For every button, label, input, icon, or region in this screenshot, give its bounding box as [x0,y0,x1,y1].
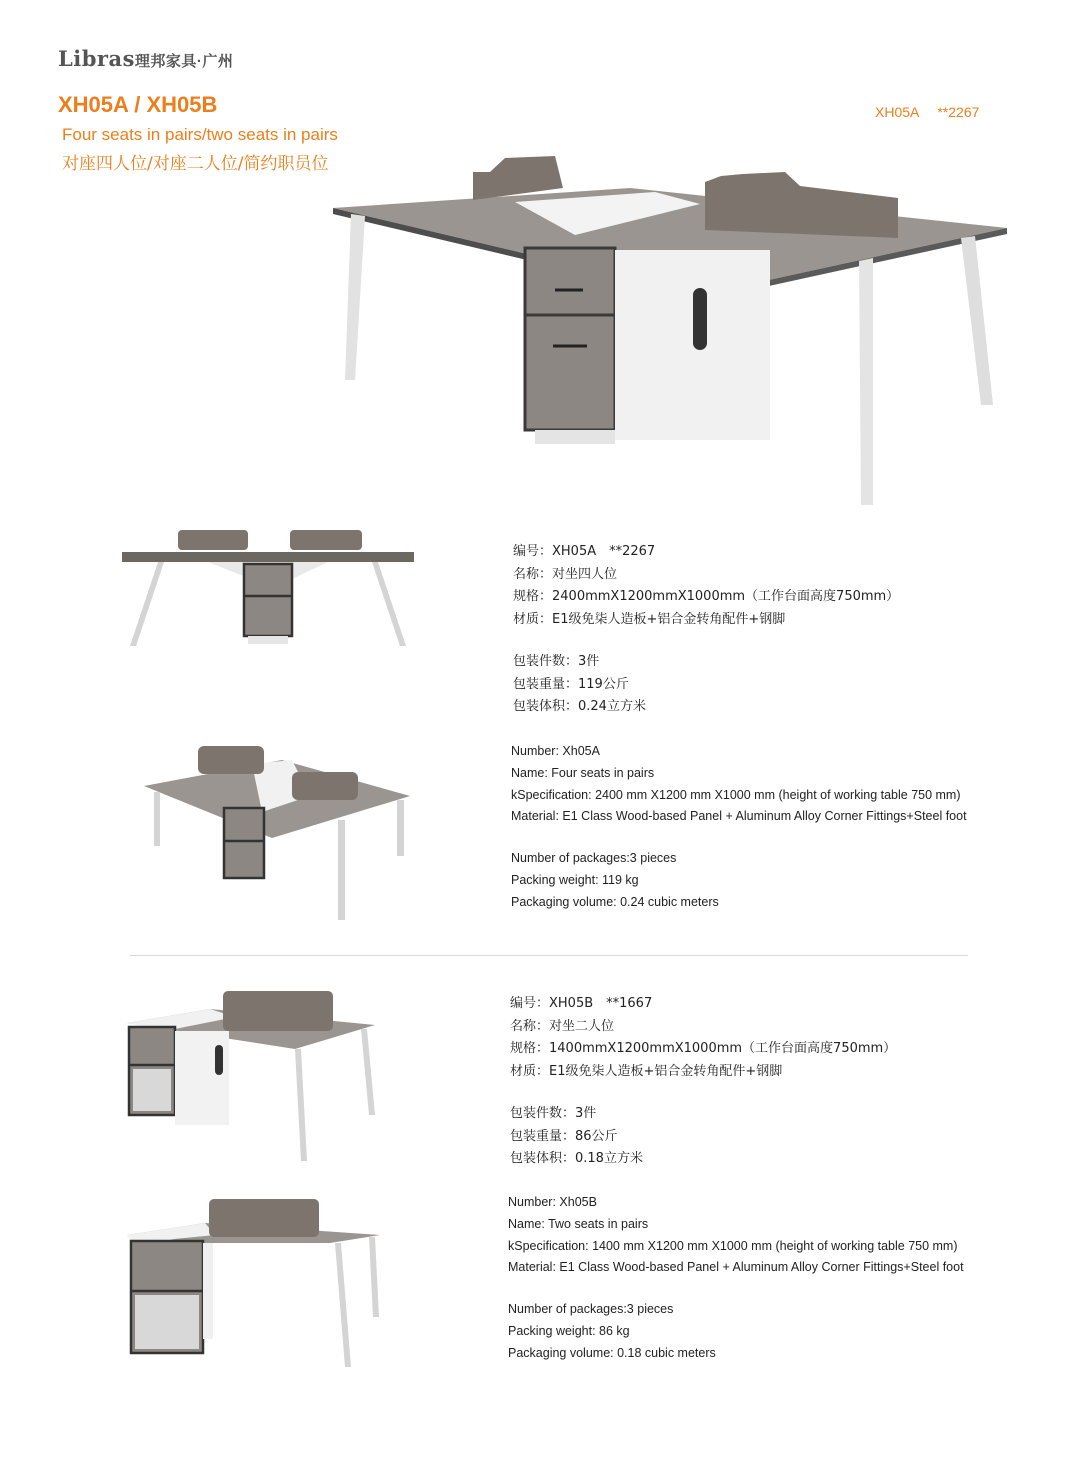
desk-b-front-image [125,985,385,1165]
product-a-spec-en: kSpecification: 2400 mm X1200 mm X1000 mm (height of working table 750 mm) [511,787,961,802]
product-a-en-specs [511,741,981,914]
product-b-name-cn: 名称：对坐二人位 [510,1018,615,1034]
product-a-material-en: Material: E1 Class Wood-based Panel + Aluminum Alloy Corner Fittings+Steel foot [511,809,967,824]
product-b-weight-cn: 包装重量：86公斤 [510,1128,618,1144]
desk-b-angle-image [125,1195,385,1370]
desk-a-front-image [118,528,418,653]
product-a-material-cn: 材质：E1级免柒人造板+铝合金转角配件+钢脚 [513,611,786,627]
product-b-volume-en: Packaging volume: 0.18 cubic meters [508,1345,716,1360]
product-b-material-cn: 材质：E1级免柒人造板+铝合金转角配件+钢脚 [510,1063,783,1079]
product-b-packages-cn: 包装件数：3件 [510,1106,597,1121]
hero-price: **2267 [937,104,980,120]
product-b-spec-en: kSpecification: 1400 mm X1200 mm X1000 mm (height of working table 750 mm) [508,1238,958,1253]
product-a-volume-cn: 包装体积：0.24立方米 [513,699,646,714]
hero-code [875,104,979,120]
product-a-name-en: Name: Four seats in pairs [511,765,655,780]
product-a-number-cn: 编号：XH05A **2267 [513,544,656,559]
product-b-spec-cn: 规格：1400mmX1200mmX1000mm（工作台面高度750mm） [510,1041,897,1056]
section-divider [130,955,968,956]
product-b-cn-specs [510,993,970,1171]
product-a-packages-cn: 包装件数：3件 [513,654,600,669]
hero-model-code: XH05A [875,104,920,120]
hero-desk-image [325,150,1015,515]
product-b-number-en: Number: Xh05B [508,1195,597,1209]
brand-logo [58,46,233,72]
product-b-material-en: Material: E1 Class Wood-based Panel + Aluminum Alloy Corner Fittings+Steel foot [508,1260,964,1275]
product-a-cn-specs [513,541,973,719]
product-a-weight-cn: 包装重量：119公斤 [513,676,629,692]
product-b-number-cn: 编号：XH05B **1667 [510,996,653,1011]
brand-chinese: 理邦家具·广州 [134,53,234,70]
product-a-spec-cn: 规格：2400mmX1200mmX1000mm（工作台面高度750mm） [513,589,900,604]
subtitle-cn: 对座四人位/对座二人位/简约职员位 [62,154,329,174]
product-a-weight-en: Packing weight: 119 kg [511,872,639,887]
product-a-packages-en: Number of packages:3 pieces [511,851,677,866]
desk-a-angle-image [142,738,412,923]
product-b-en-specs [508,1192,978,1365]
product-a-number-en: Number: Xh05A [511,744,600,758]
subtitle-en: Four seats in pairs/two seats in pairs [62,125,338,144]
product-b-volume-cn: 包装体积：0.18立方米 [510,1151,643,1166]
product-a-name-cn: 名称：对坐四人位 [513,566,618,582]
page-title: XH05A / XH05B [58,92,218,117]
brand-latin: Libras [58,46,135,71]
product-b-name-en: Name: Two seats in pairs [508,1216,649,1231]
product-b-packages-en: Number of packages:3 pieces [508,1302,674,1317]
product-a-volume-en: Packaging volume: 0.24 cubic meters [511,894,719,909]
product-b-weight-en: Packing weight: 86 kg [508,1323,630,1338]
